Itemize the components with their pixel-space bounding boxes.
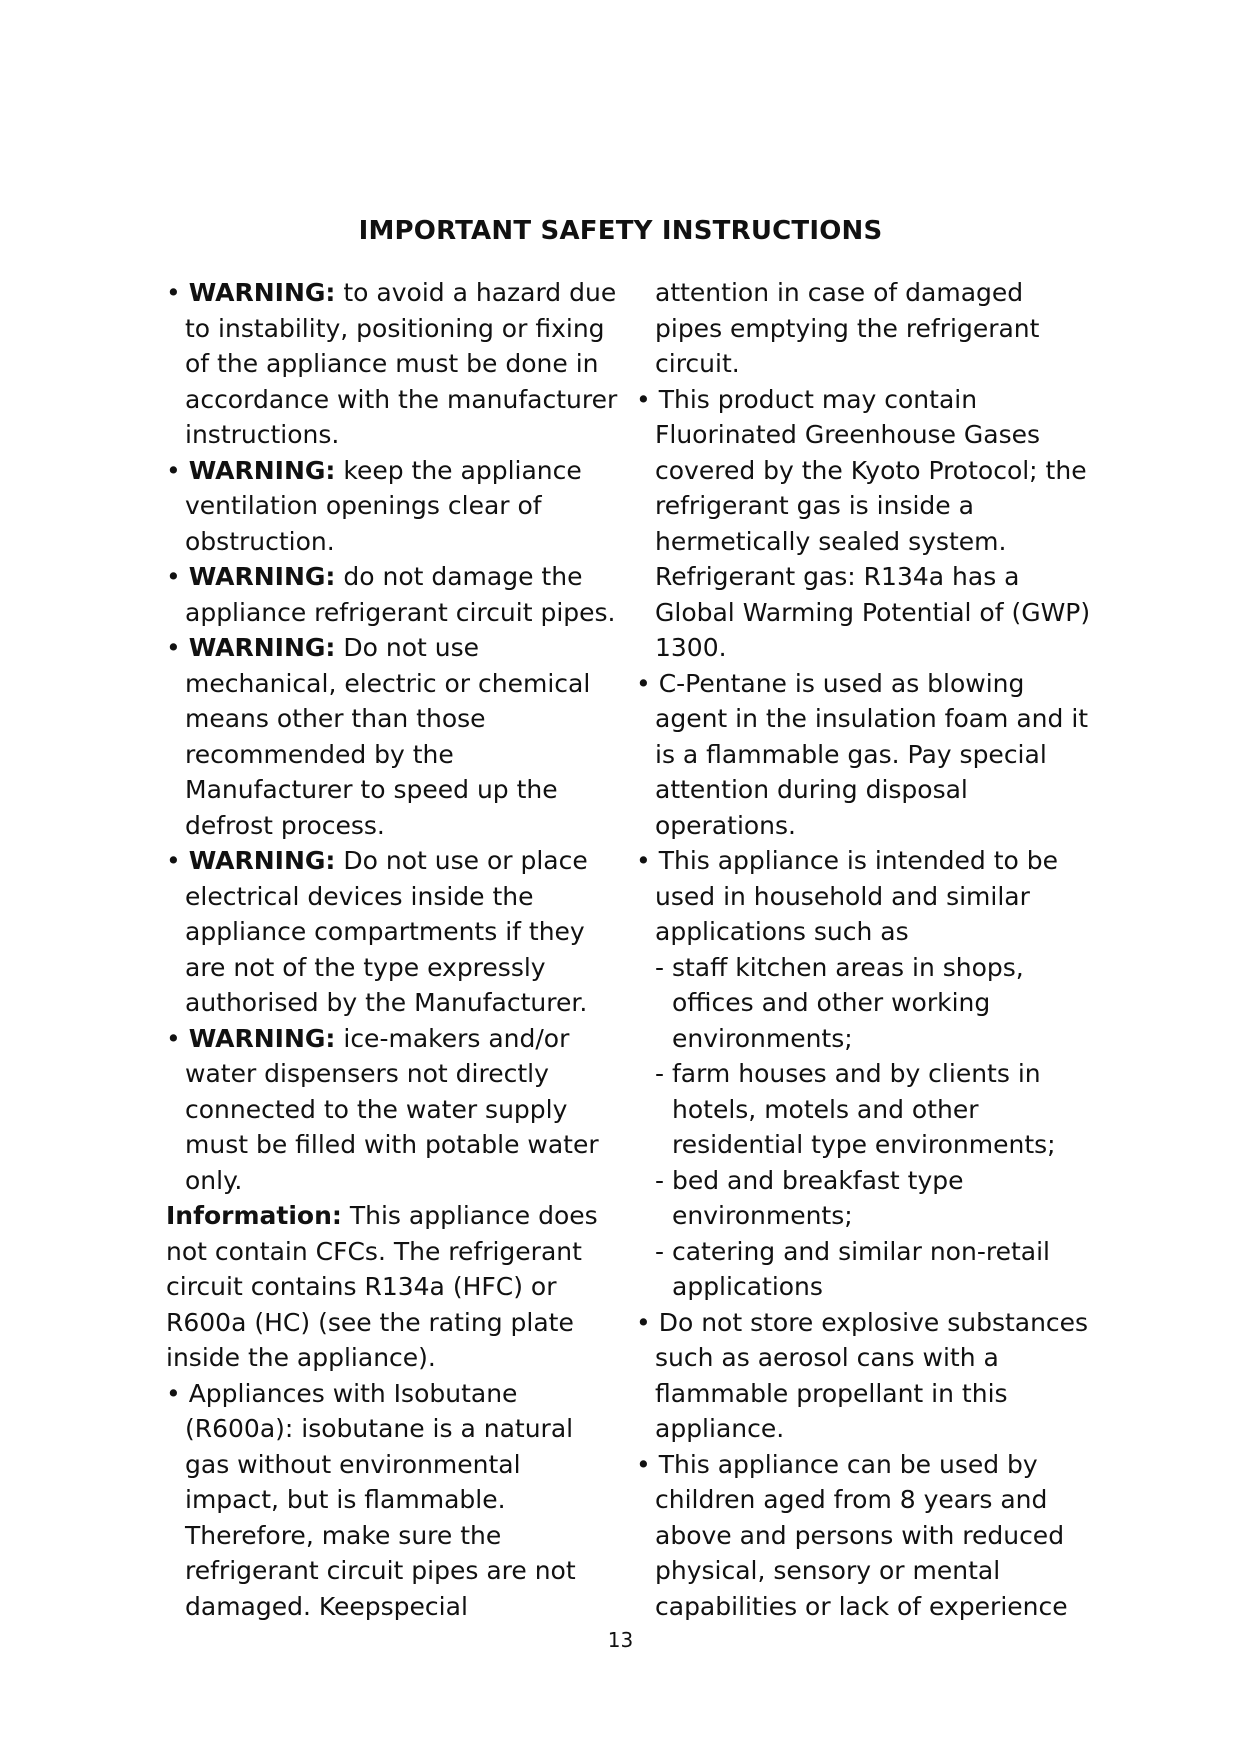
children-use-item: [636, 1447, 1091, 1625]
left-column: [166, 275, 621, 1624]
warning-label: WARNING:: [188, 633, 336, 662]
bullet-glyph: •: [166, 633, 181, 662]
sub-item-farm-houses: - farm houses and by clients in hotels, motels and other residential type environments;: [655, 1059, 1056, 1159]
warning-label: WARNING:: [188, 278, 336, 307]
warning-item-electrical-devices: [166, 843, 621, 1021]
warning-text: ice-makers and/or water dispensers not directly connected to the water supply must be filled with potable water only.: [185, 1023, 599, 1195]
bullet-glyph: •: [636, 846, 651, 875]
warning-text: do not damage the appliance refrigerant circuit pipes.: [185, 562, 616, 627]
warning-item-ventilation: [166, 453, 621, 560]
bullet-glyph: •: [636, 384, 651, 414]
sub-item-staff-kitchen: - staff kitchen areas in shops, offices and other working environments;: [655, 952, 1024, 1053]
bullet-glyph: •: [166, 455, 181, 485]
bullet-text: This appliance is intended to be used in household and similar applications such as: [655, 846, 1059, 946]
bullet-glyph: •: [166, 562, 181, 591]
bullet-glyph: •: [166, 278, 181, 307]
bullet-glyph: •: [636, 668, 651, 698]
bullet-text: This appliance can be used by children aged from 8 years and above and persons with reduced physical, sensory or mental capabilities or lack of experience: [655, 1449, 1068, 1621]
continuation-text: attention in case of damaged pipes emptying the refrigerant circuit.: [655, 278, 1040, 378]
bullet-glyph: •: [166, 1378, 181, 1408]
isobutane-item: [166, 1376, 621, 1625]
warning-text: keep the appliance ventilation openings clear of obstruction.: [185, 455, 582, 556]
information-label: Information:: [166, 1201, 342, 1230]
warning-text: to avoid a hazard due to instability, positioning or fixing of the appliance must be done in accordance with the manufacturer instructions.: [185, 278, 618, 449]
bullet-text: Do not store explosive substances such as aerosol cans with a flammable propellant in this appliance.: [655, 1307, 1089, 1443]
information-text: This appliance does not contain CFCs. The refrigerant circuit contains R134a (HFC) or R600a (HC) (see the rating plate inside the appliance).: [166, 1201, 598, 1372]
c-pentane-item: [636, 666, 1091, 844]
sub-item-bed-breakfast: - bed and breakfast type environments;: [655, 1165, 964, 1230]
information-paragraph: [166, 1198, 621, 1376]
warning-label: WARNING:: [188, 846, 336, 875]
warning-item-defrost: [166, 630, 621, 843]
warning-item-pipes: [166, 559, 621, 630]
page-title: IMPORTANT SAFETY INSTRUCTIONS: [358, 216, 883, 246]
warning-label: WARNING:: [188, 455, 336, 485]
warning-label: WARNING:: [188, 1023, 336, 1053]
bullet-text: This product may contain Fluorinated Greenhouse Gases covered by the Kyoto Protocol; the refrigerant gas is inside a hermetically sealed system. Refrigerant gas: R134a has a Global Warming Potential of (GWP) 1300.: [655, 384, 1091, 662]
bullet-glyph: •: [636, 1449, 651, 1479]
sub-item-catering: - catering and similar non-retail applications: [655, 1236, 1050, 1301]
bullet-glyph: •: [166, 846, 181, 875]
fluorinated-gases-item: [636, 382, 1091, 666]
warning-item-instability: [166, 275, 621, 453]
warning-text: Do not use or place electrical devices inside the appliance compartments if they are not of the type expressly authorised by the Manufacturer.: [185, 846, 588, 1017]
bullet-text: C-Pentane is used as blowing agent in the insulation foam and it is a flammable gas. Pay special attention during disposal operations.: [655, 668, 1089, 840]
explosive-substances-item: [636, 1305, 1091, 1447]
household-use-item: [636, 843, 1091, 950]
warning-text: Do not use mechanical, electric or chemical means other than those recommended by the Manufacturer to speed up the defrost process.: [185, 633, 591, 840]
bullet-glyph: •: [166, 1023, 181, 1053]
warning-item-ice-makers: [166, 1021, 621, 1199]
right-column: [636, 275, 1091, 1624]
page-number: 13: [607, 1628, 634, 1652]
bullet-glyph: •: [636, 1307, 651, 1337]
warning-label: WARNING:: [188, 562, 336, 591]
isobutane-text: Appliances with Isobutane (R600a): isobutane is a natural gas without environmental impact, but is flammable. Therefore, make sure the refrigerant circuit pipes are not damaged. Keepspecial: [185, 1378, 576, 1621]
